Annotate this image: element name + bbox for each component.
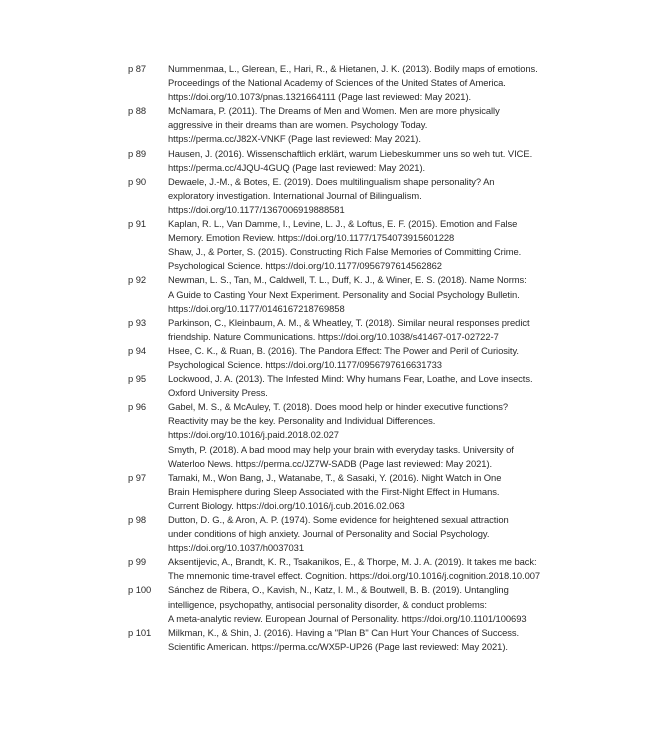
reference-line: Brain Hemisphere during Sleep Associated with the First-Night Effect in Humans. bbox=[168, 485, 500, 497]
reference-line: Psychological Science. https://doi.org/10.1177/0956797616631733 bbox=[168, 358, 442, 370]
reference-line: Hausen, J. (2016). Wissenschaftlich erklärt, warum Liebeskummer uns so weh tut. VICE. bbox=[168, 147, 533, 159]
reference-page-number: p 93 bbox=[128, 316, 147, 328]
reference-page-number: p 90 bbox=[128, 175, 147, 187]
reference-entries bbox=[168, 344, 548, 372]
reference-entry bbox=[168, 217, 548, 245]
reference-line: https://doi.org/10.1177/0146167218769858 bbox=[168, 302, 345, 314]
reference-page-number: p 101 bbox=[128, 626, 152, 638]
reference-page-number: p 94 bbox=[128, 344, 147, 356]
reference-row bbox=[128, 626, 548, 654]
reference-entries bbox=[168, 513, 548, 555]
reference-entry bbox=[168, 443, 548, 471]
reference-line: The mnemonic time-travel effect. Cognition. https://doi.org/10.1016/j.cognition.2018.10.007 bbox=[168, 570, 541, 582]
reference-row bbox=[128, 104, 548, 146]
reference-line: Psychological Science. https://doi.org/10.1177/0956797614562862 bbox=[168, 260, 442, 272]
reference-line: Shaw, J., & Porter, S. (2015). Constructing Rich False Memories of Committing Crime. bbox=[168, 246, 522, 258]
reference-line: https://doi.org/10.1073/pnas.1321664111 (Page last reviewed: May 2021). bbox=[168, 91, 472, 103]
reference-line: Reactivity may be the key. Personality and Individual Differences. bbox=[168, 415, 436, 427]
reference-entry bbox=[168, 513, 548, 555]
reference-page-number: p 88 bbox=[128, 105, 147, 117]
reference-row bbox=[128, 513, 548, 555]
reference-entry bbox=[168, 245, 548, 273]
reference-line: https://doi.org/10.1037/h0037031 bbox=[168, 542, 305, 554]
reference-line: Sánchez de Ribera, O., Kavish, N., Katz, I. M., & Boutwell, B. B. (2019). Untangling bbox=[168, 584, 509, 596]
reference-line: Memory. Emotion Review. https://doi.org/10.1177/1754073915601228 bbox=[168, 232, 455, 244]
reference-row bbox=[128, 583, 548, 625]
reference-entries bbox=[168, 217, 548, 273]
reference-line: McNamara, P. (2011). The Dreams of Men and Women. Men are more physically bbox=[168, 105, 500, 117]
reference-entry bbox=[168, 316, 548, 344]
reference-line: Hsee, C. K., & Ruan, B. (2016). The Pandora Effect: The Power and Peril of Curiosity. bbox=[168, 344, 519, 356]
reference-row bbox=[128, 316, 548, 344]
reference-entry bbox=[168, 583, 548, 625]
reference-line: Nummenmaa, L., Glerean, E., Hari, R., & Hietanen, J. K. (2013). Bodily maps of emotions. bbox=[168, 63, 538, 74]
reference-line: A meta-analytic review. European Journal of Personality. https://doi.org/10.1101/100693 bbox=[168, 612, 527, 624]
reference-row bbox=[128, 555, 548, 583]
reference-entry bbox=[168, 555, 548, 583]
reference-entries bbox=[168, 316, 548, 344]
reference-entry bbox=[168, 372, 548, 400]
reference-line: exploratory investigation. International Journal of Bilingualism. bbox=[168, 189, 422, 201]
reference-row bbox=[128, 372, 548, 400]
reference-line: aggressive in their dreams than are women. Psychology Today. bbox=[168, 119, 428, 131]
reference-line: A Guide to Casting Your Next Experiment. Personality and Social Psychology Bulletin. bbox=[168, 288, 520, 300]
reference-entry bbox=[168, 147, 548, 175]
reference-line: Oxford University Press. bbox=[168, 387, 268, 399]
reference-line: https://perma.cc/4JQU-4GUQ (Page last reviewed: May 2021). bbox=[168, 161, 426, 173]
reference-line: Current Biology. https://doi.org/10.1016/j.cub.2016.02.063 bbox=[168, 499, 405, 511]
reference-line: Lockwood, J. A. (2013). The Infested Mind: Why humans Fear, Loathe, and Love insects. bbox=[168, 373, 533, 385]
reference-page-number: p 98 bbox=[128, 514, 147, 525]
reference-entry bbox=[168, 62, 548, 104]
reference-page-number: p 92 bbox=[128, 274, 147, 286]
reference-page-number: p 99 bbox=[128, 556, 147, 568]
reference-page-number: p 91 bbox=[128, 218, 147, 230]
reference-page-number: p 100 bbox=[128, 584, 152, 596]
reference-entries bbox=[168, 175, 548, 217]
reference-entry bbox=[168, 626, 548, 654]
reference-entries bbox=[168, 400, 548, 470]
reference-entries bbox=[168, 104, 548, 146]
reference-line: Milkman, K., & Shin, J. (2016). Having a "Plan B" Can Hurt Your Chances of Success. bbox=[168, 626, 520, 638]
reference-row bbox=[128, 62, 548, 104]
reference-line: https://doi.org/10.1016/j.paid.2018.02.027 bbox=[168, 429, 339, 441]
reference-list bbox=[128, 62, 548, 654]
reference-line: https://perma.cc/J82X-VNKF (Page last reviewed: May 2021). bbox=[168, 133, 421, 145]
reference-row bbox=[128, 175, 548, 217]
reference-entries bbox=[168, 626, 548, 654]
reference-entries bbox=[168, 471, 548, 513]
reference-entry bbox=[168, 400, 548, 442]
reference-entries bbox=[168, 147, 548, 175]
reference-page-number: p 89 bbox=[128, 147, 147, 159]
reference-entries bbox=[168, 372, 548, 400]
reference-page-number: p 96 bbox=[128, 401, 147, 413]
reference-line: Aksentijevic, A., Brandt, K. R., Tsakanikos, E., & Thorpe, M. J. A. (2019). It takes me back: bbox=[168, 556, 537, 568]
reference-line: Parkinson, C., Kleinbaum, A. M., & Wheatley, T. (2018). Similar neural responses predict bbox=[168, 316, 530, 328]
reference-line: Newman, L. S., Tan, M., Caldwell, T. L., Duff, K. J., & Winer, E. S. (2018). Name Norms: bbox=[168, 274, 527, 286]
reference-page-number: p 95 bbox=[128, 373, 147, 385]
reference-entry bbox=[168, 175, 548, 217]
reference-line: Dutton, D. G., & Aron, A. P. (1974). Some evidence for heightened sexual attraction bbox=[168, 514, 509, 525]
reference-line: Waterloo News. https://perma.cc/JZ7W-SADB (Page last reviewed: May 2021). bbox=[168, 457, 493, 469]
reference-line: Tamaki, M., Won Bang, J., Watanabe, T., & Sasaki, Y. (2016). Night Watch in One bbox=[168, 471, 502, 483]
reference-entries bbox=[168, 62, 548, 104]
reference-line: Kaplan, R. L., Van Damme, I., Levine, L. J., & Loftus, E. F. (2015). Emotion and False bbox=[168, 218, 518, 230]
reference-line: Scientific American. https://perma.cc/WX5P-UP26 (Page last reviewed: May 2021). bbox=[168, 640, 508, 652]
reference-row bbox=[128, 400, 548, 470]
reference-row bbox=[128, 273, 548, 315]
reference-entries bbox=[168, 555, 548, 583]
reference-line: intelligence, psychopathy, antisocial personality disorder, & conduct problems: bbox=[168, 598, 487, 610]
reference-entries bbox=[168, 273, 548, 315]
reference-line: Proceedings of the National Academy of Sciences of the United States of America. bbox=[168, 77, 506, 89]
reference-line: Dewaele, J.-M., & Botes, E. (2019). Does multilingualism shape personality? An bbox=[168, 175, 495, 187]
reference-line: friendship. Nature Communications. https://doi.org/10.1038/s41467-017-02722-7 bbox=[168, 330, 499, 342]
reference-line: Gabel, M. S., & McAuley, T. (2018). Does mood help or hinder executive functions? bbox=[168, 401, 509, 413]
reference-page-number: p 87 bbox=[128, 63, 147, 74]
reference-entries bbox=[168, 583, 548, 625]
reference-row bbox=[128, 344, 548, 372]
reference-page-number: p 97 bbox=[128, 471, 147, 483]
reference-entry bbox=[168, 273, 548, 315]
reference-entry bbox=[168, 104, 548, 146]
reference-entry bbox=[168, 471, 548, 513]
reference-entry bbox=[168, 344, 548, 372]
reference-row bbox=[128, 471, 548, 513]
reference-line: https://doi.org/10.1177/1367006919888581 bbox=[168, 203, 345, 215]
reference-row bbox=[128, 217, 548, 273]
reference-line: Smyth, P. (2018). A bad mood may help your brain with everyday tasks. University of bbox=[168, 443, 514, 455]
reference-line: under conditions of high anxiety. Journal of Personality and Social Psychology. bbox=[168, 528, 490, 540]
reference-row bbox=[128, 147, 548, 175]
